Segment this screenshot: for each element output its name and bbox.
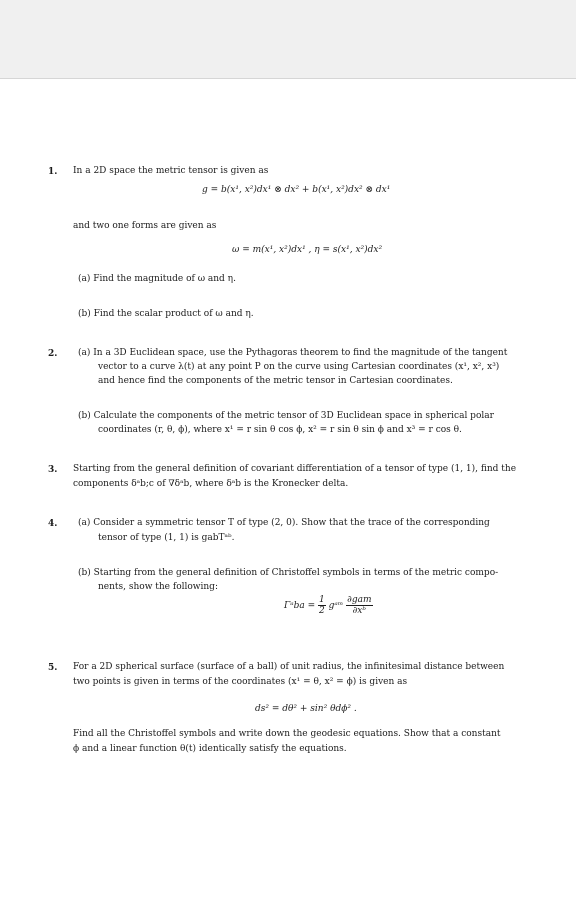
one-half-fraction	[318, 595, 326, 616]
inverse-metric-factor: gᵃᵐ	[328, 601, 344, 611]
problem-5-line-2: two points is given in terms of the coordinates (x¹ = θ, x² = ϕ) is given as	[73, 677, 408, 687]
one-half-denominator: 2	[319, 606, 325, 616]
problem-3-line-2: components δᵃb;c of ∇δᵃb, where δᵃb is the Kronecker delta.	[73, 479, 349, 489]
partial-derivative-denominator: ∂xᵇ	[352, 606, 366, 616]
problem-4-part-b-line-1: (b) Starting from the general definition of Christoffel symbols in terms of the metric compo-	[78, 568, 499, 578]
problem-5-line-element-equation: ds² = dθ² + sin² θdϕ² .	[255, 704, 357, 714]
problem-4-part-a-line-2: tensor of type (1, 1) is gabTᵃᵇ.	[98, 533, 235, 543]
problem-1-part-b: (b) Find the scalar product of ω and η.	[78, 309, 254, 319]
problem-1-forms-intro: and two one forms are given as	[73, 221, 217, 231]
problem-1-intro: In a 2D space the metric tensor is given as	[73, 166, 269, 176]
problem-2-part-a-line-1: (a) In a 3D Euclidean space, use the Pythagoras theorem to find the magnitude of the tangent	[78, 348, 508, 358]
problem-2-number: 2.	[48, 349, 58, 359]
problem-2-part-a-line-3: and hence find the components of the metric tensor in Cartesian coordinates.	[98, 376, 453, 386]
problem-5-number: 5.	[48, 663, 58, 673]
problem-4-number: 4.	[48, 519, 58, 529]
problem-5-line-1: For a 2D spherical surface (surface of a ball) of unit radius, the infinitesimal distance between	[73, 662, 505, 672]
christoffel-equation	[284, 595, 373, 616]
problem-5-line-4: ϕ and a linear function θ(t) identically satisfy the equations.	[73, 744, 347, 754]
problem-2-part-a-line-2: vector to a curve λ(t) at any point P on the curve using Cartesian coordinates (x¹, x², x³)	[98, 362, 500, 372]
problem-3-number: 3.	[48, 465, 58, 475]
problem-4-part-b-line-2: nents, show the following:	[98, 582, 218, 592]
partial-derivative-fraction	[346, 595, 372, 616]
problem-2-part-b-line-2: coordinates (r, θ, ϕ), where x¹ = r sin θ cos ϕ, x² = r sin θ sin ϕ and x³ = r cos θ.	[98, 425, 462, 435]
problem-1-number: 1.	[48, 167, 58, 177]
problem-1-metric-equation: g = b(x¹, x²)dx¹ ⊗ dx² + b(x¹, x²)dx² ⊗ dx¹	[202, 185, 391, 195]
problem-4-part-a-line-1: (a) Consider a symmetric tensor T of type (2, 0). Show that the trace of the corresponding	[78, 518, 490, 528]
problem-3-line-1: Starting from the general definition of covariant differentiation of a tensor of type (1, 1), find the	[73, 464, 517, 474]
problem-2-part-b-line-1: (b) Calculate the components of the metric tensor of 3D Euclidean space in spherical polar	[78, 411, 494, 421]
viewer-top-band	[0, 0, 576, 78]
problem-1-forms-equation: ω = m(x¹, x²)dx¹ , η = s(x¹, x²)dx²	[232, 245, 383, 255]
problem-5-line-3: Find all the Christoffel symbols and write down the geodesic equations. Show that a constant	[73, 729, 501, 739]
partial-derivative-numerator: ∂gam	[347, 595, 372, 605]
one-half-numerator: 1	[319, 595, 325, 605]
christoffel-lhs: Γᵃba =	[284, 601, 319, 611]
problem-1-part-a: (a) Find the magnitude of ω and η.	[78, 274, 236, 284]
